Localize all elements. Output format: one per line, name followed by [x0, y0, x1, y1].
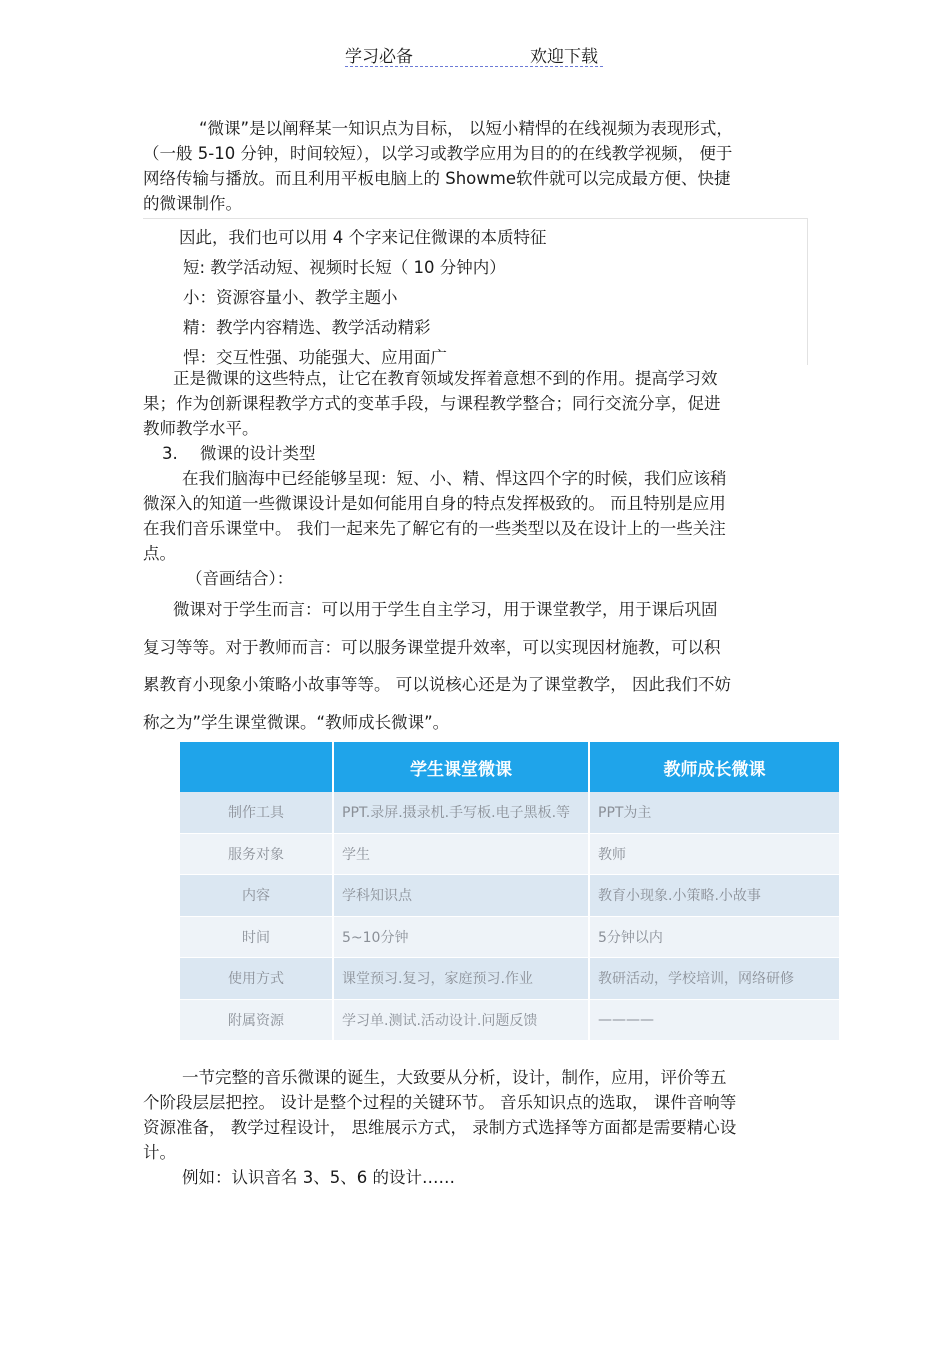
intro-line-3: 网络传输与播放。而且利用平板电脑上的 Showme软件就可以完成最方便、快捷 — [143, 169, 731, 188]
table-cell: 学习单.测试.活动设计.问题反馈 — [333, 999, 589, 1041]
table-cell: 5分钟以内 — [589, 916, 840, 958]
para4-line-4: 称之为”学生课堂微课。“教师成长微课”。 — [143, 713, 450, 732]
table-cell: PPT为主 — [589, 792, 840, 833]
para2-line-3: 教师教学水平。 — [143, 419, 259, 438]
para3-line-2: 微深入的知道一些微课设计是如何能用自身的特点发挥极致的。 而且特别是应用 — [143, 494, 726, 513]
table-cell-label: 内容 — [180, 875, 333, 917]
table-row — [180, 958, 840, 1000]
para4-line-1: 微课对于学生而言：可以用于学生自主学习，用于课堂教学，用于课后巩固 — [173, 600, 718, 619]
table-cell: ———— — [589, 999, 840, 1041]
table-cell-label: 服务对象 — [180, 833, 333, 875]
feature-small: 小：资源容量小、教学主题小 — [183, 288, 398, 307]
table-header-row — [180, 742, 840, 792]
para5-line-3: 资源准备， 教学过程设计， 思维展示方式， 录制方式选择等方面都是需要精心设 — [143, 1118, 737, 1137]
section3-title: 微课的设计类型 — [200, 444, 316, 463]
feature-refined: 精：教学内容精选、教学活动精彩 — [183, 318, 431, 337]
table-cell: PPT.录屏.摄录机.手写板.电子黑板.等 — [333, 792, 589, 833]
comparison-table — [180, 742, 841, 1041]
feature-short: 短: 教学活动短、视频时长短（ 10 分钟内） — [183, 258, 506, 277]
example-line: 例如：认识音名 3、5、6 的设计…… — [182, 1168, 455, 1187]
table-row — [180, 833, 840, 875]
table-cell: 教师 — [589, 833, 840, 875]
para5-line-4: 计。 — [143, 1143, 176, 1162]
header-left: 学习必备 — [345, 47, 413, 67]
table-row — [180, 999, 840, 1041]
para3-line-4: 点。 — [143, 544, 176, 563]
para4-line-2: 复习等等。对于教师而言：可以服务课堂提升效率，可以实现因材施教，可以积 — [143, 638, 721, 657]
table-cell-label: 附属资源 — [180, 999, 333, 1041]
intro-line-1: “微课”是以阐释某一知识点为目标， 以短小精悍的在线视频为表现形式， — [199, 119, 733, 138]
intro-line-2: （一般 5-10 分钟，时间较短），以学习或教学应用为目的的在线教学视频， 便于 — [143, 144, 733, 163]
para3-line-3: 在我们音乐课堂中。 我们一起来先了解它有的一些类型以及在设计上的一些关注 — [143, 519, 726, 538]
table-row — [180, 916, 840, 958]
header-right: 欢迎下载 — [530, 47, 598, 67]
table-cell: 学生 — [333, 833, 589, 875]
table-row — [180, 875, 840, 917]
features-box — [143, 218, 808, 365]
table-header-student: 学生课堂微课 — [333, 742, 589, 792]
table-cell-label: 使用方式 — [180, 958, 333, 1000]
features-intro: 因此，我们也可以用 4 个字来记住微课的本质特征 — [179, 228, 547, 247]
para2-line-2: 果；作为创新课程教学方式的变革手段，与课程教学整合；同行交流分享，促进 — [143, 394, 721, 413]
table-cell: 教研活动，学校培训，网络研修 — [589, 958, 840, 1000]
subhead: （音画结合）： — [186, 569, 294, 588]
table-header-teacher: 教师成长微课 — [589, 742, 840, 792]
para5-line-1: 一节完整的音乐微课的诞生，大致要从分析，设计，制作，应用，评价等五 — [182, 1068, 727, 1087]
table-cell-label: 时间 — [180, 916, 333, 958]
table-cell: 5~10分钟 — [333, 916, 589, 958]
table-header-empty — [180, 742, 333, 792]
para4-line-3: 累教育小现象小策略小故事等等。 可以说核心还是为了课堂教学， 因此我们不妨 — [143, 675, 731, 694]
section3-number: 3. — [162, 444, 178, 463]
para3-line-1: 在我们脑海中已经能够呈现：短、小、精、悍这四个字的时候，我们应该稍 — [182, 469, 727, 488]
para2-line-1: 正是微课的这些特点，让它在教育领域发挥着意想不到的作用。提高学习效 — [173, 369, 718, 388]
table-row — [180, 792, 840, 833]
intro-line-4: 的微课制作。 — [143, 194, 242, 213]
table-cell: 学科知识点 — [333, 875, 589, 917]
para5-line-2: 个阶段层层把控。 设计是整个过程的关键环节。 音乐知识点的选取， 课件音响等 — [143, 1093, 737, 1112]
table-cell-label: 制作工具 — [180, 792, 333, 833]
table-cell: 课堂预习.复习，家庭预习.作业 — [333, 958, 589, 1000]
feature-powerful: 悍：交互性强、功能强大、应用面广 — [183, 348, 447, 367]
table-cell: 教育小现象.小策略.小故事 — [589, 875, 840, 917]
page-header — [345, 40, 603, 67]
